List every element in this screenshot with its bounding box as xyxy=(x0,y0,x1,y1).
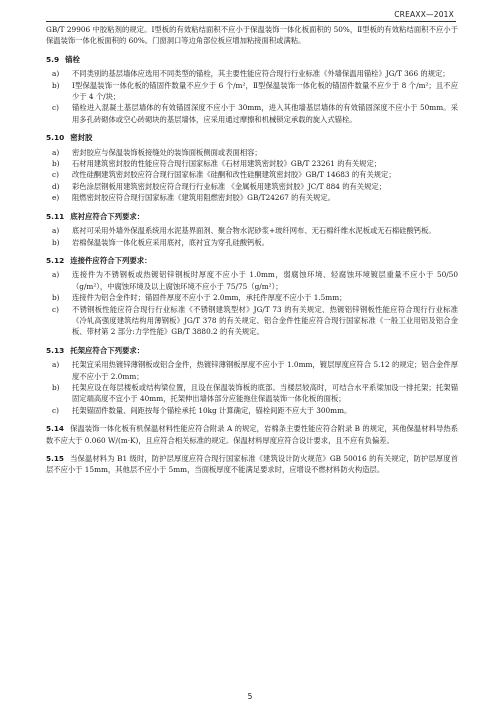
list-item xyxy=(46,359,458,382)
list-item-text: 密封胶应与保温装饰板接缝处的装饰面板侧面或表面相容； xyxy=(72,147,262,157)
page-number: 5 xyxy=(247,692,253,701)
list-item xyxy=(46,68,458,79)
list-item-label: b) xyxy=(52,80,60,90)
list-item xyxy=(46,405,458,416)
list-item-text: 连接件为铝合金件时；锚固件厚度不应小于 2.0mm，承托件厚度不应小于 1.5mm； xyxy=(72,293,347,303)
list-item-text: 不锈钢板性能应符合现行行业标准《不锈钢建筑型材》JG/T 73 的有关规定、热镀铝锌钢板性能应符合现行行业标准《冷轧高强度建筑结构用薄钢板》JG/T 378 的有关规定、铝合金件性能应符合现行国家标准《一般工业用铝及铝合金板、带材第 2 部分:力学性能》GB/T 3880.2 的有关规定。 xyxy=(72,304,458,337)
list-item xyxy=(46,102,458,125)
list-item-label: b) xyxy=(52,382,60,392)
list-item-label: e) xyxy=(52,193,60,203)
list-item-text: 不同类别的基层墙体应选用不同类型的锚栓，其主要性能应符合现行行业标准《外墙保温用锚栓》JG/T 366 的规定； xyxy=(72,69,450,79)
list-item-label: a) xyxy=(52,147,60,157)
section-title: 连接件应符合下列要求： xyxy=(70,255,152,265)
closing-container xyxy=(46,423,458,476)
section-title: 密封胶 xyxy=(70,133,93,143)
section-heading xyxy=(46,54,458,65)
section-heading xyxy=(46,345,458,356)
list-item-text: 彩色涂层钢板用建筑密封胶应符合现行行业标准 《金属板用建筑密封胶》JC/T 884 的有关规定； xyxy=(72,181,386,191)
list-item xyxy=(46,158,458,169)
list-item xyxy=(46,147,458,158)
list-item xyxy=(46,192,458,203)
list-item-text: 托架宜采用热镀锌薄钢板或铝合金件，热镀锌薄钢板厚度不应小于 1.0mm，镀层厚度应符合 5.12 的规定；铝合金件厚度不应小于 2.0mm； xyxy=(72,360,458,381)
list-item-label: a) xyxy=(52,270,60,280)
list-item-label: b) xyxy=(52,237,60,247)
section-5-12 xyxy=(46,255,458,338)
list-item xyxy=(46,382,458,405)
list-item-label: c) xyxy=(52,304,59,314)
list-item xyxy=(46,292,458,303)
list-item-label: b) xyxy=(52,293,60,303)
clause-number: 5.15 xyxy=(46,454,65,463)
sections-container xyxy=(46,54,458,416)
list-item-label: d) xyxy=(52,181,60,191)
list-item-label: b) xyxy=(52,159,60,169)
section-title: 托架应符合下列要求： xyxy=(70,345,145,355)
section-number: 5.9 xyxy=(46,54,60,64)
clause-text: 保温装饰一体化板有机保温材料性能应符合附录 A 的规定，岩棉条主要性能应符合附录 B 的规定，其他保温材料导热系数不应大于 0.060 W/(m·K)，且应符合相关标准的规定。保温材料厚度应符合设计要求，且不应有负偏差。 xyxy=(46,424,458,445)
standard-code: CREAXX—201X xyxy=(394,10,454,19)
clause-number: 5.14 xyxy=(46,424,65,434)
section-number: 5.11 xyxy=(46,211,65,221)
list-item-label: a) xyxy=(52,360,60,370)
header-divider xyxy=(46,21,456,22)
section-5-9 xyxy=(46,54,458,125)
list-item-text: 改性硅酮建筑密封胶应符合现行国家标准《硅酮和改性硅酮建筑密封胶》GB/T 14683 的有关规定； xyxy=(72,170,396,180)
section-5-10 xyxy=(46,132,458,203)
list-item-text: 阻燃密封胶应符合现行国家标准《建筑用阻燃密封胶》GB/T24267 的有关规定。 xyxy=(72,193,335,203)
list-item-text: 连接件为不锈钢板或热镀铝锌钢板时厚度不应小于 1.0mm，弱腐蚀环境、轻腐蚀环境镀层重量不应小于 50/50（g/m²），中腐蚀环境及以上腐蚀环境不应小于 75/75（g/m²）； xyxy=(72,270,458,291)
section-number: 5.12 xyxy=(46,255,65,265)
list-item-text: Ⅰ型保温装饰一体化板的锚固件数量不应少于 6 个/m²，Ⅱ型保温装饰一体化板的锚固件数量不应少于 8 个/m²；且不应少于 4 个/块； xyxy=(72,80,458,102)
section-heading xyxy=(46,211,458,222)
list-item xyxy=(46,181,458,192)
clause-5-15 xyxy=(46,453,458,476)
list-item xyxy=(46,269,458,292)
list-item xyxy=(46,237,458,248)
list-item-label: a) xyxy=(52,226,60,236)
clause-text: 当保温材料为 B1 级时，防护层厚度应符合现行国家标准《建筑设计防火规范》GB 50016 的有关规定，防护层厚度首层不应小于 15mm，其他层不应小于 5mm，当面板厚度不能满足要求时，应增设不燃材料防火构造层。 xyxy=(46,454,458,475)
list-item-text: 托架应设在每层楼板或结构梁位置，且设在保温装饰板的底部。当楼层较高时，可结合水平系梁加设一排托架；托架锚固定端高度不宜小于 40mm，托架伸出墙体部分应能拖住保温装饰一体化板的面板； xyxy=(72,382,458,404)
clause-5-14 xyxy=(46,423,458,446)
section-5-13 xyxy=(46,345,458,416)
list-item-label: c) xyxy=(52,405,59,415)
list-item xyxy=(46,304,458,338)
list-item-text: 底衬可采用外墙外保温系统用水泥基界面剂、聚合物水泥砂浆+玻纤网布、无石棉纤维水泥板或无石棉硅酸钙板。 xyxy=(72,226,436,236)
section-number: 5.10 xyxy=(46,133,65,143)
intro-paragraph: GB/T 29906 中胶粘剂的规定。Ⅰ型板的有效粘结面积不应小于保温装饰一体化板面积的 50%，Ⅱ型板的有效粘结面积不应小于保温装饰一体化板面积的 60%。门窗洞口等边角部位板应增加粘接面积或满粘。 xyxy=(46,25,458,46)
list-item-text: 托架锚固件数量、间距按每个锚栓承托 10kg 计算确定，锚栓间距不应大于 300mm。 xyxy=(72,405,352,415)
section-5-11 xyxy=(46,211,458,248)
list-item-text: 石材用建筑密封胶的性能应符合现行国家标准《石材用建筑密封胶》GB/T 23261 的有关规定； xyxy=(72,159,382,169)
section-heading xyxy=(46,132,458,143)
list-item-text: 锚栓进入混凝土基层墙体的有效锚固深度不应小于 30mm，进入其他墙基层墙体的有效锚固深度不应小于 50mm。采用多孔砖砌体或空心砖砌块的基层墙体，应采用通过摩擦和机械锁定承载的旋入式锚栓。 xyxy=(72,103,458,124)
list-item xyxy=(46,225,458,236)
section-title: 底衬应符合下列要求： xyxy=(70,211,145,221)
document-body xyxy=(46,24,458,476)
list-item-text: 岩棉保温装饰一体化板应采用底衬，底衬宜为穿孔硅酸钙板。 xyxy=(72,237,270,247)
section-title: 锚栓 xyxy=(65,54,80,64)
list-item xyxy=(46,169,458,180)
list-item-label: c) xyxy=(52,103,59,113)
list-item-label: a) xyxy=(52,69,60,79)
list-item-label: c) xyxy=(52,170,59,180)
section-heading xyxy=(46,255,458,266)
list-item xyxy=(46,80,458,103)
section-number: 5.13 xyxy=(46,345,65,355)
